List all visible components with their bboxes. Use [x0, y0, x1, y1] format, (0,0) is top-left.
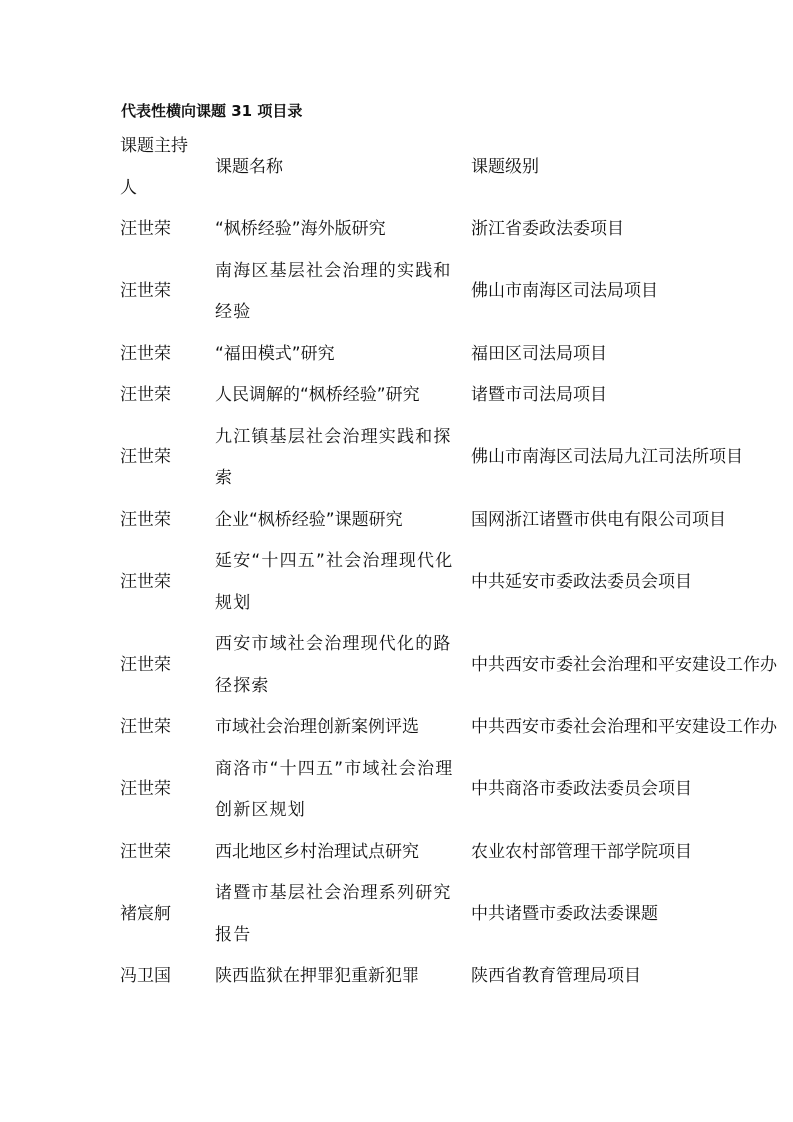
topic-table [117, 126, 793, 998]
level-cell: 中共西安市委社会治理和平安建设工作办 [471, 717, 777, 737]
name-cell: 西北地区乡村治理试点研究 [215, 841, 419, 862]
table-row [117, 251, 793, 334]
host-cell: 汪世荣 [120, 281, 171, 302]
level-cell: 陕西省教育管理局项目 [471, 966, 641, 986]
name-cell: 商洛市“十四五”市域社会治理创新区规划 [215, 758, 454, 820]
table-row [117, 500, 793, 542]
host-cell: 汪世荣 [120, 385, 171, 405]
host-cell: 褚宸舸 [120, 903, 171, 924]
level-cell: 中共商洛市委政法委员会项目 [471, 779, 692, 800]
level-cell: 佛山市南海区司法局九江司法所项目 [471, 447, 743, 468]
host-cell: 汪世荣 [120, 571, 171, 592]
table-row [117, 956, 793, 998]
name-cell: 九江镇基层社会治理实践和探索 [215, 426, 452, 488]
host-cell: 汪世荣 [120, 219, 171, 239]
host-cell: 汪世荣 [120, 447, 171, 468]
name-cell: “枫桥经验”海外版研究 [215, 219, 386, 239]
host-cell: 汪世荣 [120, 841, 171, 862]
table-row [117, 707, 793, 749]
header-name: 课题名称 [215, 156, 283, 177]
name-cell: 南海区基层社会治理的实践和经验 [215, 260, 452, 322]
level-cell: 国网浙江诸暨市供电有限公司项目 [471, 509, 726, 530]
name-cell: 企业“枫桥经验”课题研究 [215, 509, 403, 530]
level-cell: 中共诸暨市委政法委课题 [471, 903, 658, 924]
table-row [117, 417, 793, 500]
level-cell: 诸暨市司法局项目 [471, 385, 607, 405]
name-cell: 延安“十四五”社会治理现代化规划 [215, 551, 454, 613]
name-cell: “福田模式”研究 [215, 343, 335, 364]
host-cell: 冯卫国 [120, 966, 171, 986]
host-cell: 汪世荣 [120, 779, 171, 800]
level-cell: 中共西安市委社会治理和平安建设工作办 [471, 654, 777, 675]
header-host: 课题主持人 [120, 136, 188, 198]
host-cell: 汪世荣 [120, 343, 171, 364]
name-cell: 人民调解的“枫桥经验”研究 [215, 385, 420, 405]
table-row [117, 624, 793, 707]
table-row [117, 873, 793, 956]
header-level: 课题级别 [471, 156, 539, 177]
host-cell: 汪世荣 [120, 717, 171, 737]
level-cell: 佛山市南海区司法局项目 [471, 281, 658, 302]
table-row [117, 334, 793, 376]
level-cell: 浙江省委政法委项目 [471, 219, 624, 239]
level-cell: 福田区司法局项目 [471, 343, 607, 364]
name-cell: 西安市域社会治理现代化的路径探索 [215, 634, 452, 696]
table-row [117, 832, 793, 874]
table-row [117, 209, 793, 251]
level-cell: 中共延安市委政法委员会项目 [471, 571, 692, 592]
name-cell: 市域社会治理创新案例评选 [215, 717, 419, 737]
name-cell: 诸暨市基层社会治理系列研究报告 [215, 883, 452, 945]
table-header-row [117, 126, 793, 209]
table-row [117, 375, 793, 417]
host-cell: 汪世荣 [120, 509, 171, 530]
host-cell: 汪世荣 [120, 654, 171, 675]
level-cell: 农业农村部管理干部学院项目 [471, 841, 692, 862]
table-row [117, 541, 793, 624]
name-cell: 陕西监狱在押罪犯重新犯罪 [215, 966, 419, 986]
document-title: 代表性横向课题 31 项目录 [121, 102, 303, 120]
table-row [117, 749, 793, 832]
